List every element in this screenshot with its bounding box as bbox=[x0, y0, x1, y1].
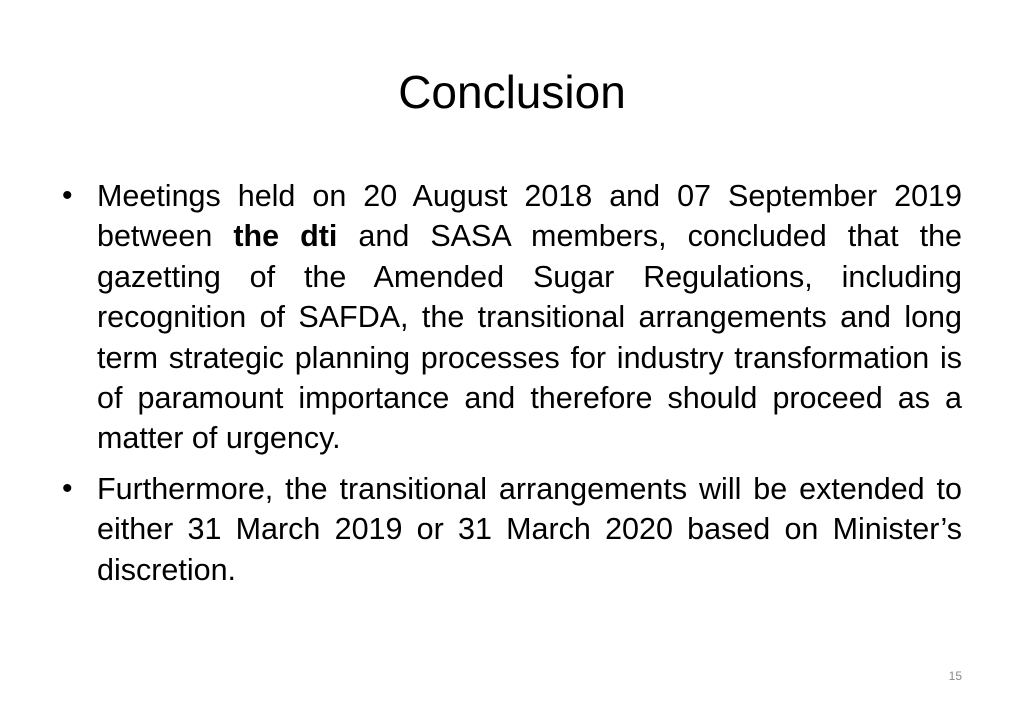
slide-title: Conclusion bbox=[398, 66, 626, 118]
bullet-text-after: and SASA members, concluded that the gazetting of the Amended Sugar Regulations, including recognition of SAFDA, the transitional arrangements and long term strategic planning processes for industry transformation is of paramount importance and therefore should proceed as a matter of urgency. bbox=[97, 219, 962, 456]
bullet-list bbox=[62, 176, 962, 600]
bullet-text-before: Meetings held on 20 August 2018 and 07 September 2019 between bbox=[97, 179, 962, 254]
bullet-icon: • bbox=[62, 179, 73, 212]
bullet-item-furthermore bbox=[62, 469, 962, 590]
page-number: 15 bbox=[948, 669, 962, 683]
bullet-text: Furthermore, the transitional arrangements will be extended to either 31 March 2019 or 31 March 2020 based on Minister’s discretion. bbox=[97, 471, 962, 587]
bullet-icon: • bbox=[62, 471, 73, 505]
bullet-item-meetings bbox=[62, 176, 962, 459]
bullet-text-bold: the dti bbox=[233, 219, 338, 254]
